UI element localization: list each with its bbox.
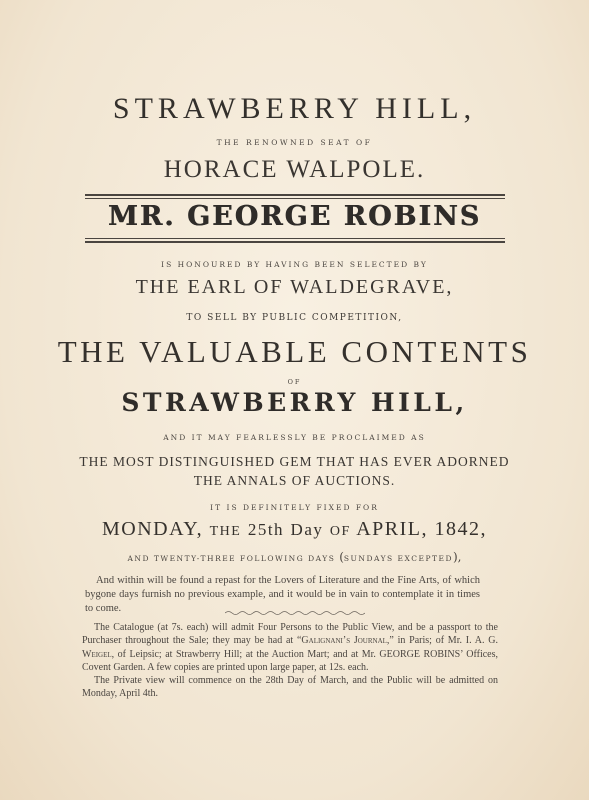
of-line: OF [287, 378, 302, 386]
top-rule-thin [85, 198, 505, 199]
paren-close: ), [452, 550, 462, 564]
sale-month-year: APRIL, 1842, [356, 518, 487, 540]
catalogue-paragraph [82, 621, 498, 675]
catalogue-text-3: , of Leipsic; at Strawberry Hill; at the Auction Mart; and at Mr. GEORGE ROBINS’ Offices, Covent Garden. A few copies are printed upon large paper, at 12s. each. [82, 648, 498, 674]
honoured-line: IS HONOURED BY HAVING BEEN SELECTED BY [161, 260, 428, 269]
galignani-journal: Galignani’s Journal, [301, 635, 390, 647]
private-view-paragraph: The Private view will commence on the 28th Day of March, and the Public will be admitted on Monday, April 4th. [82, 675, 498, 700]
weigel-name: Weigel [82, 648, 112, 660]
sundays-excepted: SUNDAYS EXCEPTED [343, 554, 453, 563]
following-days-line [0, 550, 589, 564]
within-paragraph: And within will be found a repast for the Lovers of Literature and the Fine Arts, of which bygone days furnish no previous example, and it would be in vain to contemplate it in times to come. [85, 575, 480, 614]
sale-date-dayword: Day [290, 520, 324, 539]
catalogue-text-1: The Catalogue (at 7s. each) will admit Four Persons to the Public View, and be a passport to the Purchaser throughout the Sale; they may be had at “ [82, 622, 498, 647]
sale-date-the: THE [209, 524, 242, 539]
sale-date [0, 518, 589, 541]
place-name: STRAWBERRY HILL, [121, 388, 468, 417]
auctioneer-name: MR. GEORGE ROBINS [107, 201, 482, 232]
owner-name: HORACE WALPOLE. [163, 156, 426, 183]
poster-title: STRAWBERRY HILL, [112, 92, 477, 125]
gem-line-1: THE MOST DISTINGUISHED GEM THAT HAS EVER ADORNED [79, 454, 510, 469]
renowned-seat-line: THE RENOWNED SEAT OF [216, 138, 373, 147]
earl-name: THE EARL OF WALDEGRAVE, [135, 276, 454, 298]
fearless-line: AND IT MAY FEARLESSLY BE PROCLAIMED AS [163, 433, 426, 442]
sale-date-number: 25th [247, 520, 285, 539]
valuable-contents-heading: THE VALUABLE CONTENTS [57, 334, 532, 369]
bottom-rule-thin [85, 238, 505, 239]
catalogue-text-2: ” in Paris; of Mr. I. A. G. [389, 635, 499, 647]
sale-day: MONDAY, [102, 518, 204, 540]
following-days-text: AND TWENTY-THREE FOLLOWING DAYS [127, 554, 336, 563]
fixed-line: IT IS DEFINITELY FIXED FOR [210, 503, 379, 512]
bottom-rule-thick [85, 241, 505, 243]
top-rule-thick [85, 194, 505, 196]
sell-line: TO SELL BY PUBLIC COMPETITION, [186, 313, 403, 323]
sale-date-of: OF [329, 524, 351, 539]
ornamental-divider [225, 610, 365, 616]
gem-line-2: THE ANNALS OF AUCTIONS. [193, 473, 396, 488]
paren-open: ( [339, 550, 344, 564]
